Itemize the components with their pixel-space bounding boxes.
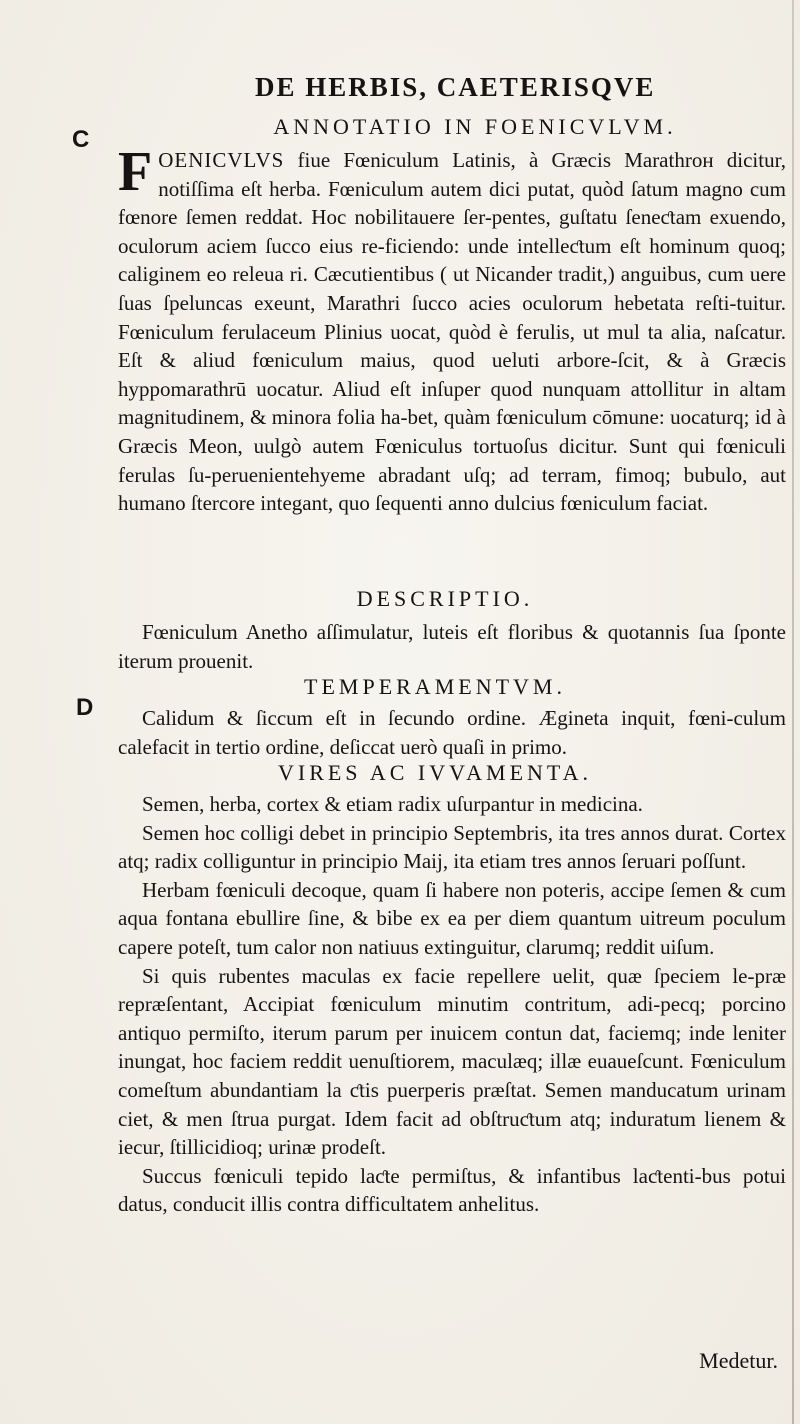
page-edge bbox=[792, 0, 794, 1424]
vires-paragraph: Succus fœniculi tepido laƈte permiſtus, & infantibus laƈtenti-bus potui datus, conducit illis contra difficultatem anhelitus. bbox=[118, 1163, 786, 1217]
vires-paragraph: Semen, herba, cortex & etiam radix uſurpantur in medicina. bbox=[142, 792, 643, 816]
running-head: DE HERBIS, CAETERISQVE bbox=[255, 72, 656, 102]
margin-letter-d: D bbox=[76, 694, 94, 721]
temperamentum-heading: TEMPERAMENTVM. bbox=[304, 674, 566, 699]
descriptio-text: Fœniculum Anetho aſſimulatur, luteis eſt floribus & quotannis ſua ſponte iterum prouenit. bbox=[118, 620, 786, 673]
vires-heading: VIRES AC IVVAMENTA. bbox=[277, 760, 592, 785]
annotatio-lead: OENICVLVS bbox=[158, 148, 285, 172]
annotatio-text: fiue Fœniculum Latinis, à Græcis Marathrон dicitur, notiſſima eſt herba. Fœniculum autem dici putat, quòd ſatum magno cum fœnore ſemen reddat. Hoc nobilitauere ſer-pentes, guſtatu ſeneƈtam exuendo, oculorum aciem ſucco eius re-ficiendo: unde intelleƈtum eſt hominum quoq; caliginem eo releua ri. Cæcutientibus ( ut Nicander tradit,) anguibus, cum uere ſuas ſpeluncas exeunt, Marathri ſucco acies oculorum hebetata reſti-tuitur. Fœniculum ferulaceum Plinius uocat, quòd è ferulis, ut mul ta alia, naſcatur. Eſt & aliud fœniculum maius, quod ueluti arbore-ſcit, & à Græcis hyppomarathrū uocatur. Aliud eſt inſuper quod nunquam attollitur in altam magnitudinem, & minora folia ha-bet, quàm fœniculum cōmune: uocaturq; id à Græcis Meon, uulgò autem Fœniculus tortuoſus dicitur. Sunt qui fœniculi ferulas ſu-peruenientehyeme abradant uſq; ad terram, fimoq; bubulo, aut humano ſtercore integant, quo ſequenti anno dulcius fœniculum faciat. bbox=[118, 148, 786, 516]
temperamentum-paragraph bbox=[118, 704, 786, 761]
annotatio-heading: ANNOTATIO IN FOENICVLVM. bbox=[273, 114, 677, 139]
temperamentum-text: Calidum & ſiccum eſt in ſecundo ordine. Ægineta inquit, fœni-culum calefacit in tertio ordine, deſiccat uerò quaſi in primo. bbox=[118, 706, 786, 759]
vires-section bbox=[118, 790, 786, 1219]
margin-letter-c: C bbox=[72, 126, 90, 153]
drop-cap: F bbox=[118, 141, 153, 203]
vires-paragraph: Si quis rubentes maculas ex facie repellere uelit, quæ ſpeciem le-præ repræſentant, Accipiat fœniculum minutim contritum, adi-pecq; porcino antiquo permiſto, iterum parum per inuicem contun dat, faciemq; inde leniter inungat, hoc faciem reddit uenuſtiorem, maculæq; illæ euaueſcunt. Fœniculum comeſtum abundantiam la ƈtis puerperis præſtat. Semen manducatum urinam ciet, & men ſtrua purgat. Idem facit ad obſtruƈtum atq; induratum lienem & iecur, ſtillicidioq; urinæ prodeſt. bbox=[118, 963, 786, 1160]
annotatio-paragraph bbox=[118, 141, 786, 518]
descriptio-heading: DESCRIPTIO. bbox=[356, 586, 534, 611]
catchword: Medetur. bbox=[699, 1348, 778, 1373]
vires-paragraph: Herbam fœniculi decoque, quam ſi habere non poteris, accipe ſemen & cum aqua fontana ebullire ſine, & bibe ex ea per diem quantum uitreum poculum capere poteſt, tum calor non natiuus extinguitur, clarumq; reddit uiſum. bbox=[118, 877, 786, 959]
descriptio-paragraph bbox=[118, 618, 786, 675]
vires-paragraph: Semen hoc colligi debet in principio Septembris, ita tres annos durat. Cortex atq; radix colliguntur in principio Maij, ita etiam tres annos ſeruari poſſunt. bbox=[118, 820, 786, 874]
